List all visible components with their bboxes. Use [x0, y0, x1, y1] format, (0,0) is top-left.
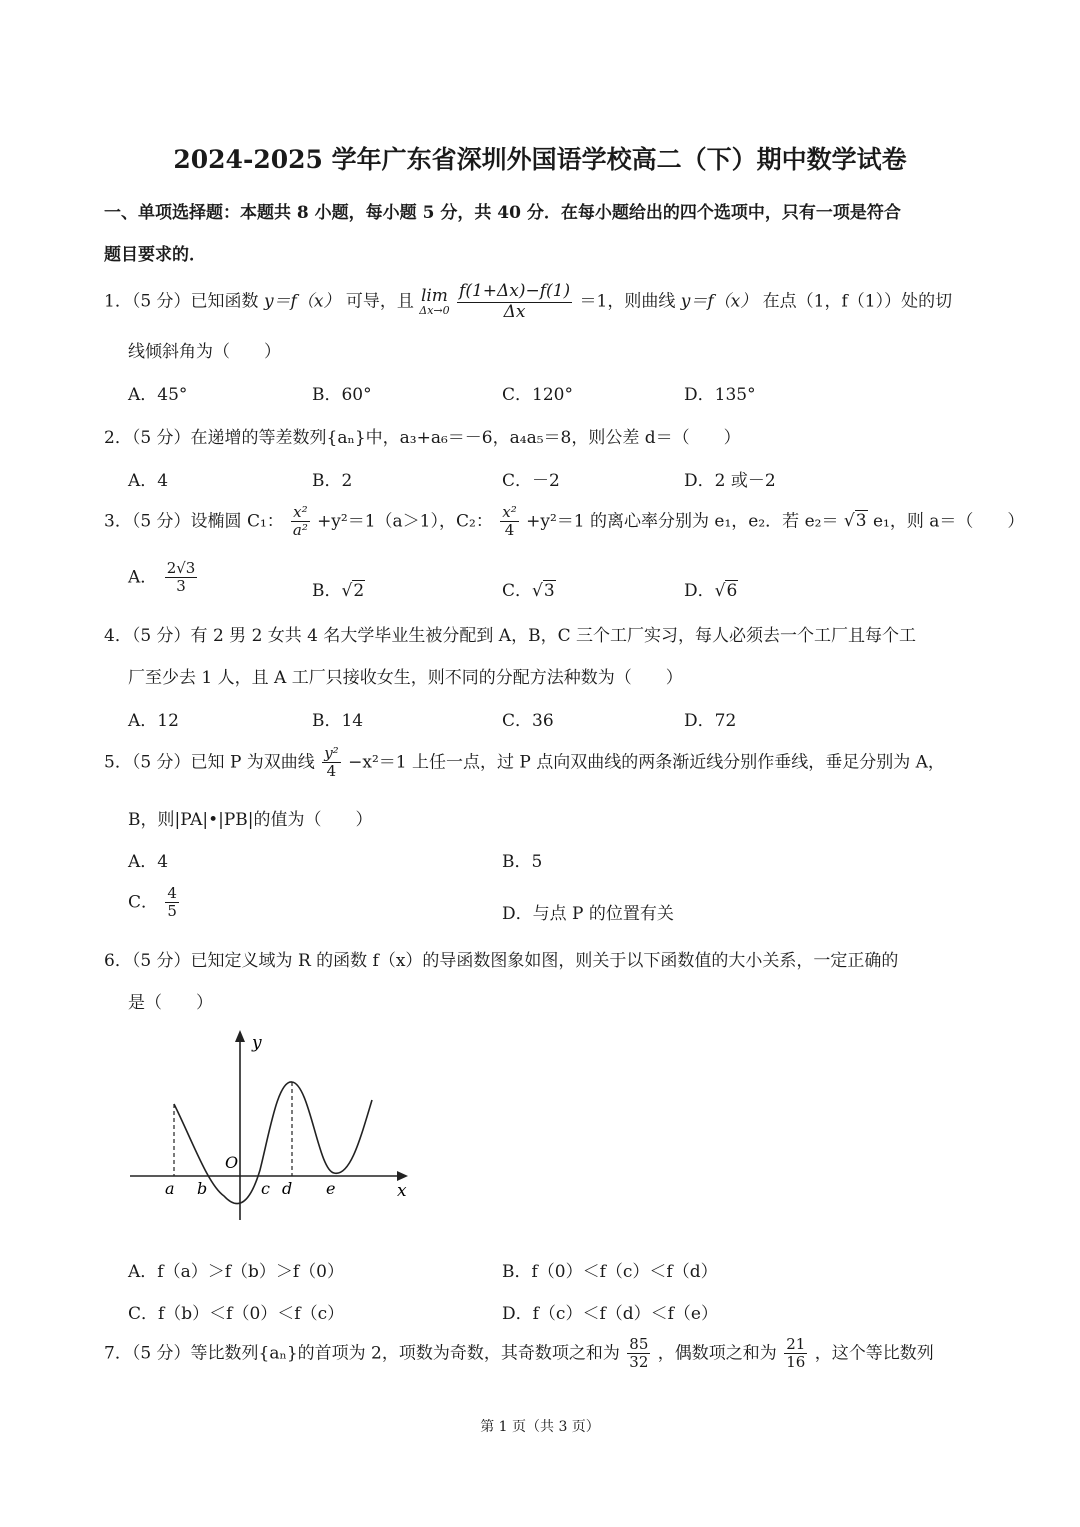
q2-option-c: C．－2 [502, 471, 560, 491]
question-6-line2: 是（ ） [128, 993, 213, 1013]
q1-func: y＝f（x） [263, 291, 341, 312]
q1-option-c: C．120° [502, 385, 573, 405]
q5-option-d: D．与点 P 的位置有关 [502, 904, 674, 924]
q3-option-c: C．√3 [502, 581, 555, 601]
q2-option-b: B．2 [312, 471, 353, 491]
q6-option-a: A．f（a）＞f（b）＞f（0） [128, 1262, 344, 1282]
point-label-a: a [165, 1179, 175, 1198]
q4-option-d: D．72 [684, 711, 737, 731]
q4-option-c: C．36 [502, 711, 554, 731]
q3-fraction-1: $\frac{\text{x²}}{\text{a²}}$ [292, 503, 308, 540]
q3-option-b: B．√2 [312, 581, 365, 601]
q1-option-d: D．135° [684, 385, 756, 405]
q6-option-d: D．f（c）＜f（d）＜f（e） [502, 1304, 718, 1324]
q1-option-a: A．45° [128, 385, 188, 405]
q5-option-c: C． $\frac{4}{5}$ [128, 884, 177, 921]
x-axis-arrow [397, 1171, 408, 1181]
question-2: 2．（5 分）在递增的等差数列{aₙ}中，a₃+a₆＝－6，a₄a₅＝8，则公差 d＝（ ） [104, 428, 741, 448]
question-1-line2: 线倾斜角为（ ） [128, 342, 281, 362]
page-footer: 第 1 页（共 3 页） [480, 1419, 600, 1435]
point-label-e: e [326, 1179, 336, 1198]
q3-option-d: D．√6 [684, 581, 738, 601]
q3-fraction-2: $\frac{\text{x²}}{4}$ [502, 503, 517, 540]
q1-limit: lim Δx→0 [419, 286, 450, 318]
section-heading-line1: 一、单项选择题：本题共 8 小题，每小题 5 分，共 40 分．在每小题给出的四个选项中，只有一项是符合 [104, 203, 901, 223]
q6-option-c: C．f（b）＜f（0）＜f（c） [128, 1304, 345, 1324]
q2-option-a: A．4 [128, 471, 169, 491]
q3-sqrt: √3 [843, 511, 867, 532]
q6-option-b: B．f（0）＜f（c）＜f（d） [502, 1262, 718, 1282]
x-axis-label: x [397, 1181, 407, 1201]
point-label-b: b [197, 1179, 208, 1198]
q7-fraction-2: $\frac{21}{16}$ [786, 1335, 806, 1372]
question-7: 7．（5 分）等比数列{aₙ}的首项为 2，项数为奇数，其奇数项之和为 $\frac{85}{32}$ ，偶数项之和为 $\frac{21}{16}$ ，这个等比数列 [104, 1335, 934, 1372]
question-4: 4．（5 分）有 2 男 2 女共 4 名大学毕业生被分配到 A，B，C 三个工厂实习，每人必须去一个工厂且每个工 [104, 626, 916, 646]
q7-fraction-1: $\frac{85}{32}$ [629, 1335, 649, 1372]
q1-option-b: B．60° [312, 385, 372, 405]
point-label-d: d [282, 1179, 293, 1198]
q2-option-d: D．2 或－2 [684, 471, 776, 491]
origin-label: O [225, 1153, 239, 1172]
q5-option-a: A．4 [128, 852, 169, 872]
question-5: 5．（5 分）已知 P 为双曲线 $\frac{\text{y²}}{4}$ −x²＝1 上任一点，过 P 点向双曲线的两条渐近线分别作垂线，垂足分别为 A， [104, 744, 945, 781]
q4-option-a: A．12 [128, 711, 179, 731]
question-4-line2: 厂至少去 1 人，且 A 工厂只接收女生，则不同的分配方法种数为（ ） [128, 668, 683, 688]
q5-option-b: B．5 [502, 852, 543, 872]
y-axis-arrow [235, 1030, 245, 1042]
point-label-c: c [261, 1179, 270, 1198]
page-title: 2024-2025 学年广东省深圳外国语学校高二（下）期中数学试卷 [173, 145, 907, 174]
question-3: 3．（5 分）设椭圆 C₁： $\frac{\text{x²}}{\text{a²}}$ +y²＝1（a＞1），C₂： $\frac{\text{x²}}{4}$ +y²＝1 的离心率分别为 e₁，e₂．若 e₂＝ √3 e₁，则 a＝（ ） [104, 503, 1025, 540]
section-heading-line2: 题目要求的． [104, 245, 206, 265]
q4-option-b: B．14 [312, 711, 364, 731]
q5-fraction: $\frac{\text{y²}}{4}$ [324, 744, 339, 781]
q3-option-a: A． $\frac{2√3}{3}$ [128, 559, 196, 596]
question-1: 1．（5 分）已知函数 y＝f（x） 可导，且 lim Δx→0 $\frac{f(1+\Delta x)-f(1)}{\Delta x}$ ＝1，则曲线 y＝f（x） 在点（1，f（1））处的切 [104, 281, 953, 322]
q1-fraction: $\frac{f(1+\Delta x)-f(1)}{\Delta x}$ [459, 281, 571, 322]
question-6: 6．（5 分）已知定义域为 R 的函数 f（x）的导函数图象如图，则关于以下函数值的大小关系，一定正确的 [104, 951, 899, 971]
y-axis-label: y [252, 1033, 262, 1053]
question-5-line2: B，则|PA|•|PB|的值为（ ） [128, 810, 373, 830]
derivative-graph [120, 1020, 420, 1225]
